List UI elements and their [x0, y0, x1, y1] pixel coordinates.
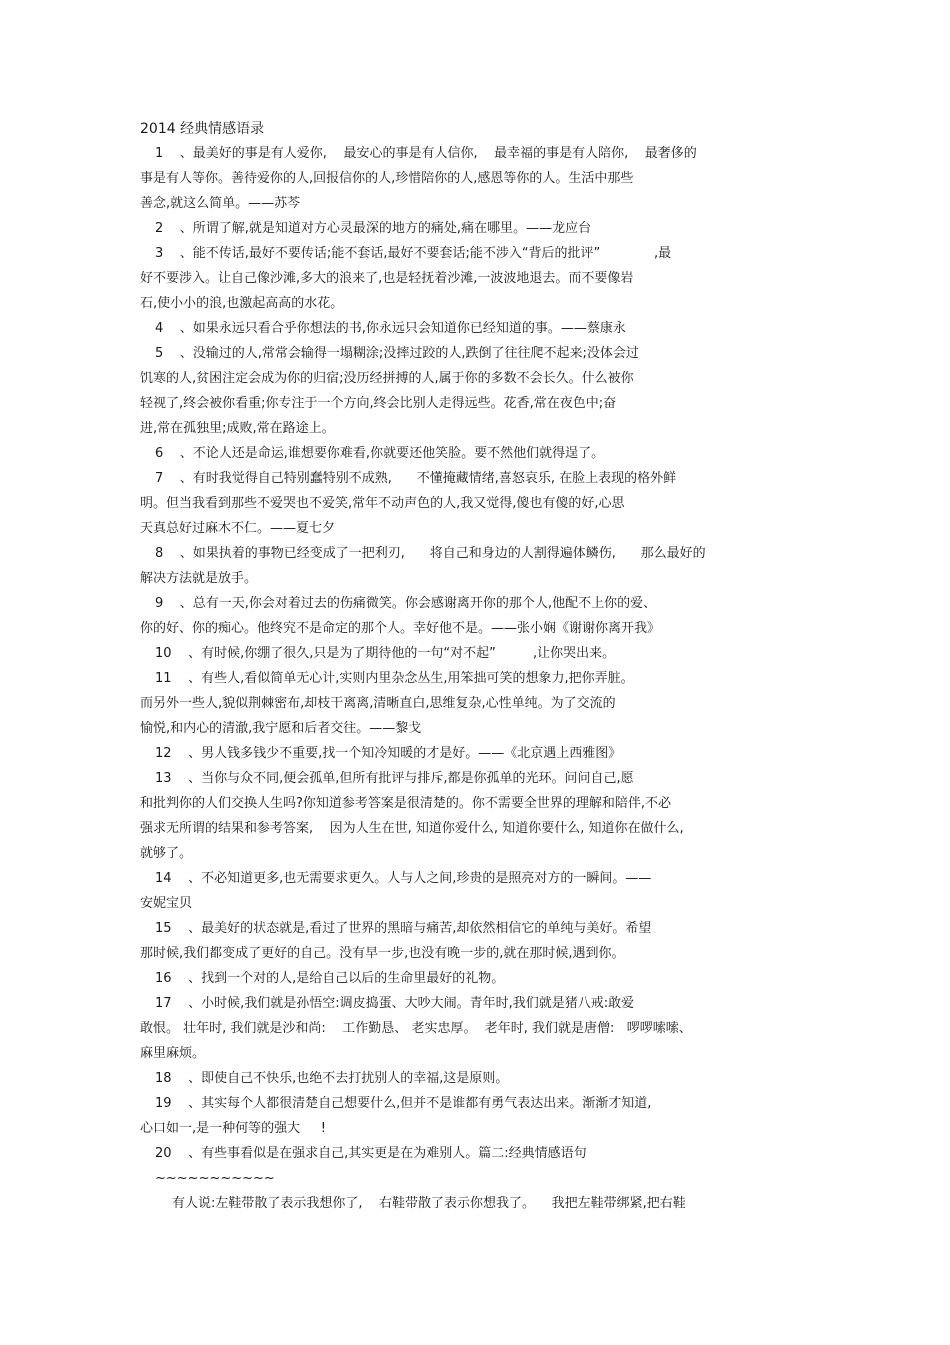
text-line: 就够了。: [140, 846, 193, 861]
text-line: 那时候,我们都变成了更好的自己。没有早一步,也没有晚一步的,就在那时候,遇到你。: [140, 946, 625, 961]
text-line: 愉悦,和内心的清澈,我宁愿和后者交往。——黎戈: [140, 721, 422, 736]
text-line: 12 、男人钱多钱少不重要,找一个知冷知暖的才是好。——《北京遇上西雅图》: [155, 746, 622, 761]
text-line: 13 、当你与众不同,便会孤单,但所有批评与排斥,都是你孤单的光环。问问自己,愿: [155, 771, 634, 786]
text-line: 事是有人等你。善待爱你的人,回报信你的人,珍惜陪你的人,感恩等你的人。生活中那些: [140, 171, 634, 186]
text-line: 1 、最美好的事是有人爱你, 最安心的事是有人信你, 最幸福的事是有人陪你, 最奢侈的: [155, 146, 697, 161]
page-title: 2014 经典情感语录: [140, 121, 265, 137]
text-line: 强求无所谓的结果和参考答案, 因为人生在世, 知道你爱什么, 知道你要什么, 知道你在做什么,: [140, 821, 684, 836]
text-line: 麻里麻烦。: [140, 1046, 206, 1061]
text-line: 14 、不必知道更多,也无需要求更久。人与人之间,珍贵的是照亮对方的一瞬间。——: [155, 871, 652, 886]
text-line: 15 、最美好的状态就是,看过了世界的黑暗与痛苦,却依然相信它的单纯与美好。希望: [155, 921, 652, 936]
text-line: 3 、能不传话,最好不要传话;能不套话,最好不要套话;能不涉入“背后的批评” ,最: [155, 246, 672, 261]
text-line: 而另外一些人,貌似荆棘密布,却枝干离离,清晰直白,思维复杂,心性单纯。为了交流的: [140, 696, 616, 711]
text-line: 8 、如果执着的事物已经变成了一把利刃, 将自己和身边的人割得遍体鳞伤, 那么最好的: [155, 546, 706, 561]
text-line: 有人说:左鞋带散了表示我想你了, 右鞋带散了表示你想我了。 我把左鞋带绑紧,把右鞋: [172, 1196, 686, 1211]
text-line: 20 、有些事看似是在强求自己,其实更是在为难别人。篇二:经典情感语句: [155, 1146, 587, 1161]
text-line: 善念,就这么简单。——苏芩: [140, 196, 301, 211]
text-line: 4 、如果永远只看合乎你想法的书,你永远只会知道你已经知道的事。——蔡康永: [155, 321, 626, 336]
text-line: 2 、所谓了解,就是知道对方心灵最深的地方的痛处,痛在哪里。——龙应台: [155, 221, 592, 236]
text-line: 饥寒的人,贫困注定会成为你的归宿;没历经拼搏的人,属于你的多数不会长久。什么被你: [140, 371, 634, 386]
text-line: 解决方法就是放手。: [140, 571, 258, 586]
text-line: 敢恨。 壮年时, 我们就是沙和尚: 工作勤恳、 老实忠厚。 老年时, 我们就是唐僧: 啰啰嗦嗦、: [140, 1021, 692, 1036]
text-line: 和批判你的人们交换人生吗?你知道参考答案是很清楚的。你不需要全世界的理解和陪伴,不必: [140, 796, 672, 811]
text-line: 9 、总有一天,你会对着过去的伤痛微笑。你会感谢离开你的那个人,他配不上你的爱、: [155, 596, 657, 611]
text-line: 6 、不论人还是命运,谁想要你难看,你就要还他笑脸。要不然他们就得逞了。: [155, 446, 605, 461]
text-line: 16 、找到一个对的人,是给自己以后的生命里最好的礼物。: [155, 971, 505, 986]
text-line: 明。但当我看到那些不爱哭也不爱笑,常年不动声色的人,我又觉得,傻也有傻的好,心思: [140, 496, 625, 511]
text-line: 天真总好过麻木不仁。——夏七夕: [140, 521, 336, 536]
text-line: 你的好、你的痴心。他终究不是命定的那个人。幸好他不是。——张小娴《谢谢你离开我》: [140, 621, 661, 636]
text-line: 11 、有些人,看似简单无心计,实则内里杂念丛生,用笨拙可笑的想象力,把你弄脏。: [155, 671, 634, 686]
text-line: 心口如一,是一种何等的强大 !: [140, 1121, 327, 1136]
text-line: 18 、即使自己不快乐,也绝不去打扰别人的幸福,这是原则。: [155, 1071, 509, 1086]
text-line: 石,使小小的浪,也激起高高的水花。: [140, 296, 344, 311]
text-line: 5 、没输过的人,常常会输得一塌糊涂;没摔过跤的人,跌倒了往往爬不起来;没体会过: [155, 346, 639, 361]
text-line: 进,常在孤独里;成败,常在路途上。: [140, 421, 335, 436]
text-line: 安妮宝贝: [140, 896, 193, 911]
text-line: 19 、其实每个人都很清楚自己想要什么,但并不是谁都有勇气表达出来。渐渐才知道,: [155, 1096, 652, 1111]
text-line: 17 、小时候,我们就是孙悟空:调皮捣蛋、大吵大闹。青年时,我们就是猪八戒:敢爱: [155, 996, 635, 1011]
text-line: 10 、有时候,你绷了很久,只是为了期待他的一句“对不起” ,让你哭出来。: [155, 646, 616, 661]
text-line: 7 、有时我觉得自己特别蠢特别不成熟, 不懂掩藏情绪,喜怒哀乐, 在脸上表现的格外鲜: [155, 471, 677, 486]
text-line: 轻视了,终会被你看重;你专注于一个方向,终会比别人走得远些。花香,常在夜色中;奋: [140, 396, 617, 411]
text-line: 好不要涉入。让自己像沙滩,多大的浪来了,也是轻抚着沙滩,一波波地退去。而不要像岩: [140, 271, 634, 286]
tilde-separator: ~~~~~~~~~~~: [155, 1171, 275, 1186]
